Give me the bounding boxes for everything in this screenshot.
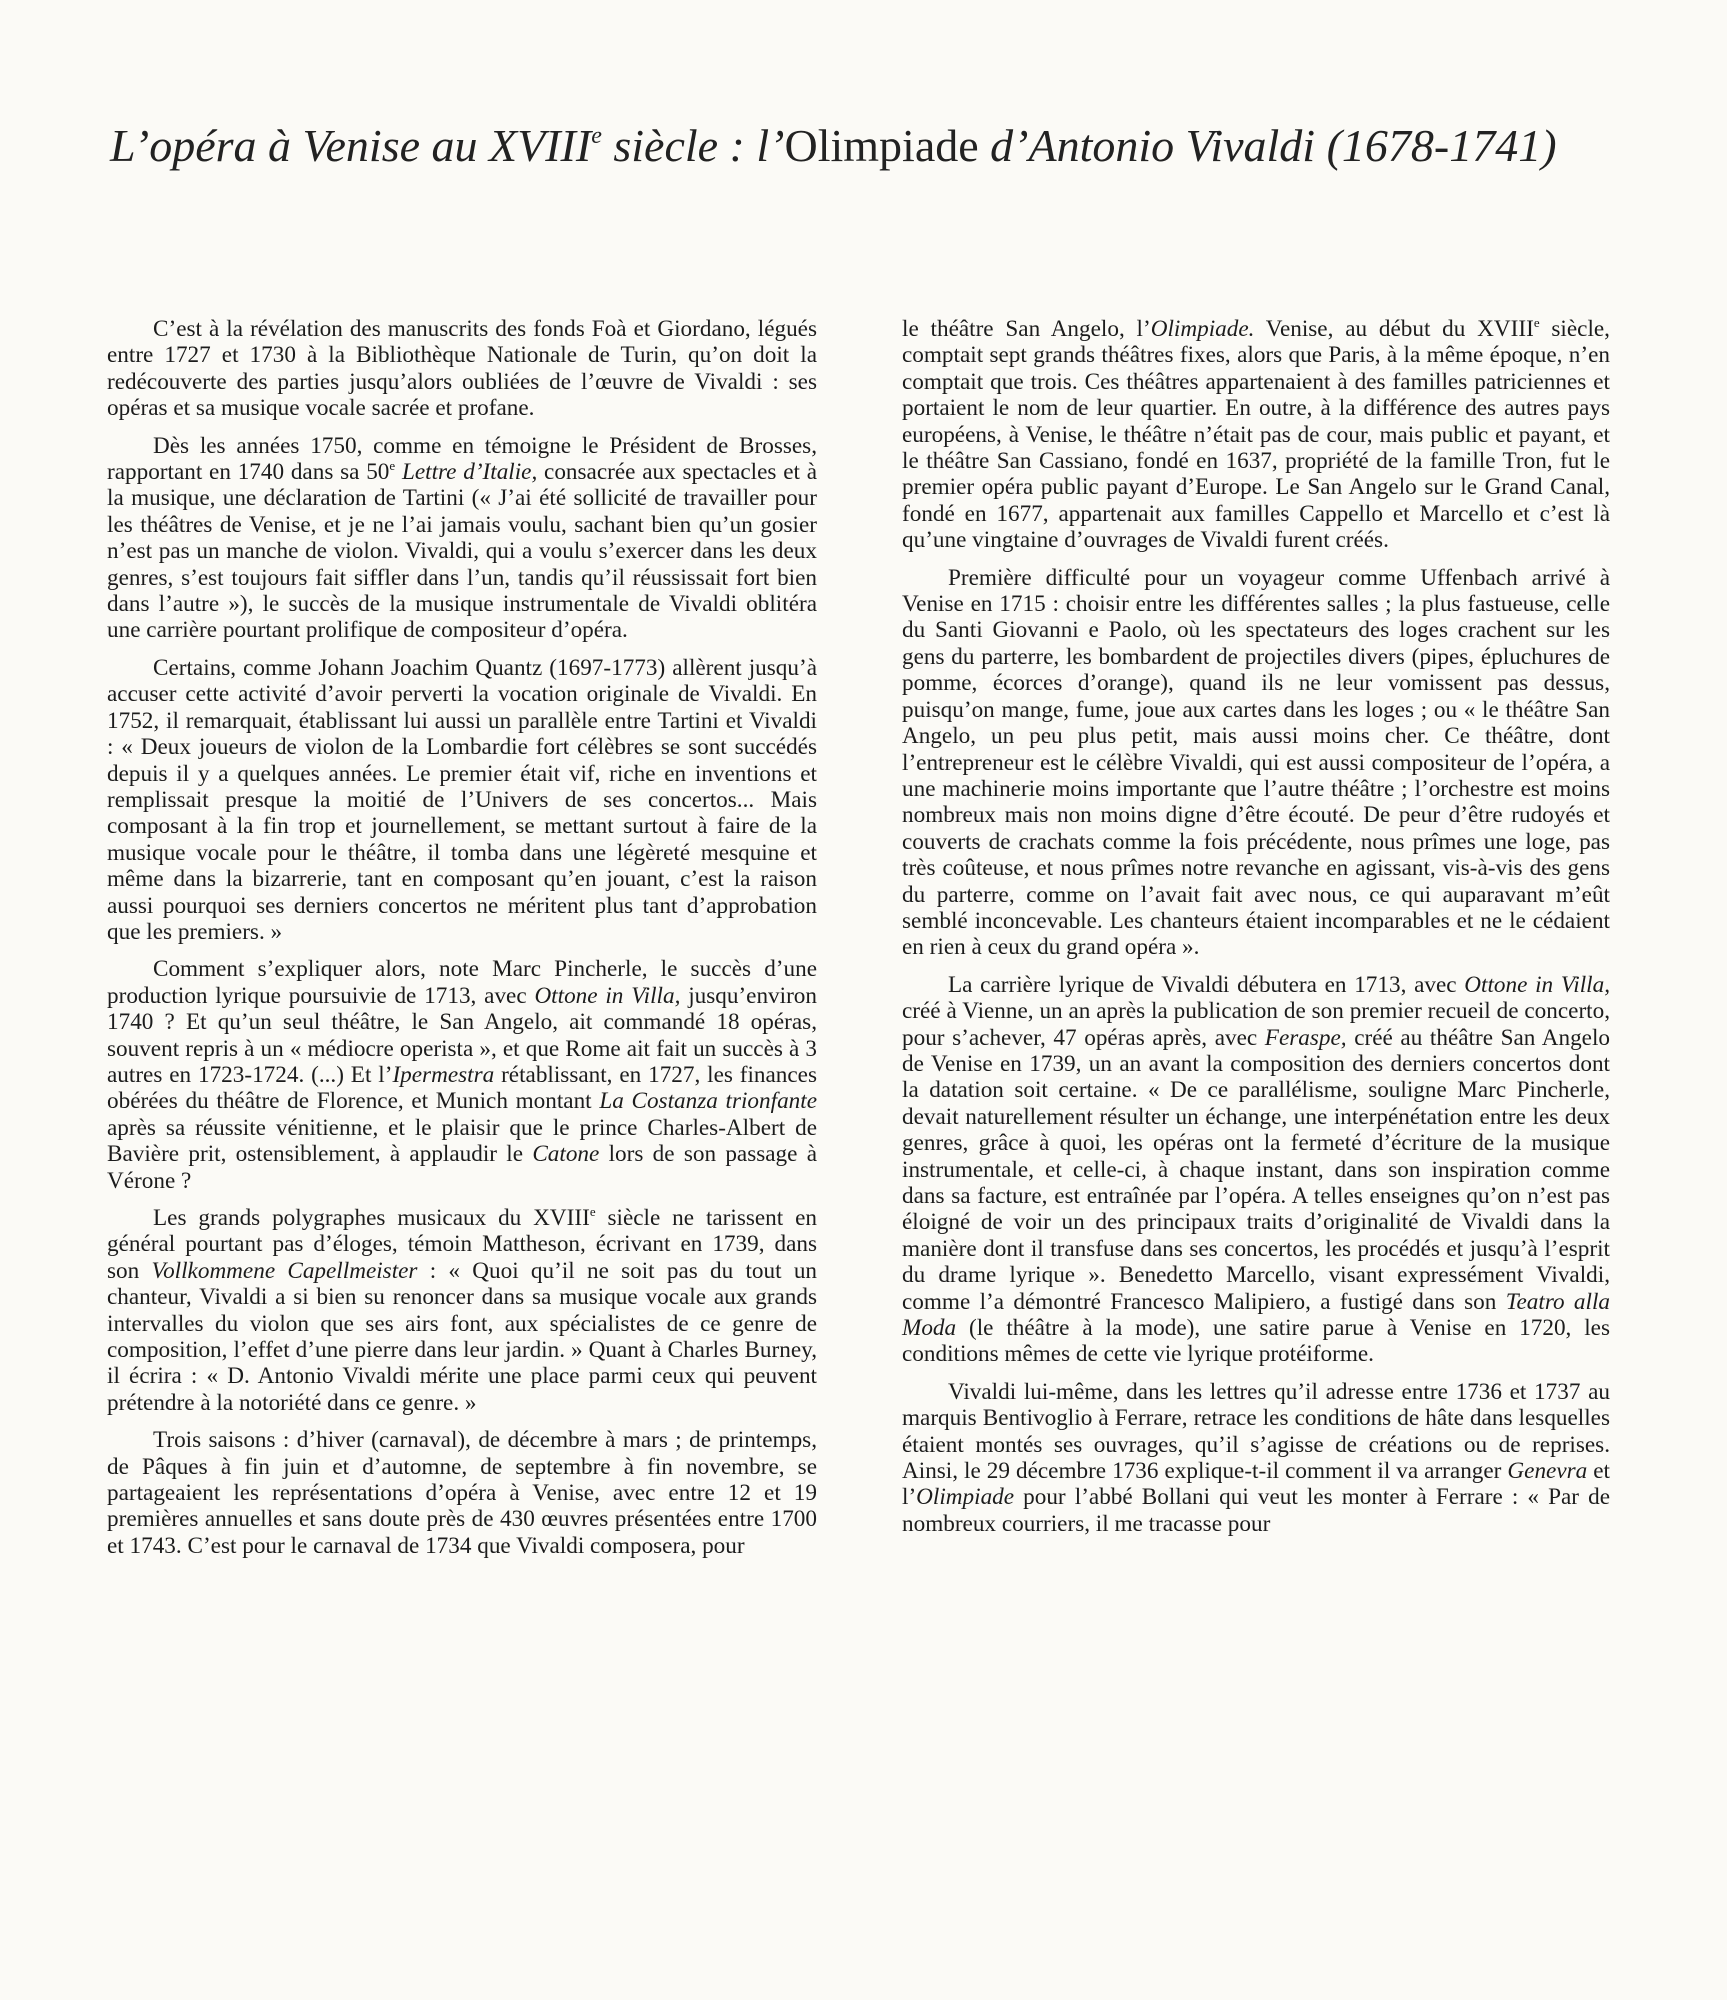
text-run: siècle ne tarissent en général pourtant pas d’éloges, témoin Mattheson, écrivant en 1739, dans son (107, 1205, 817, 1284)
right-column (902, 316, 1610, 1548)
text-run: créé au théâtre San Angelo de Venise en 1739, un an avant la composition des derniers concertos dont la datation soit certaine. « De ce parallélisme, souligne Marc Pincherle, devait naturellement résulter un échange, une interpénétation entre les deux genres, grâce à quoi, les opéras ont la fermeté d’écriture de la musique instrumentale, et celle-ci, à chaque instant, dans son inspiration comme dans sa facture, est entraînée par l’opéra. A telles enseignes qu’on n’est pas éloigné de voir un des principaux traits d’originalité de Vivaldi dans la manière dont il transfuse dans ses concertos, les procédés et jusqu’à l’esprit du drame lyrique ». Benedetto Marcello, visant expressément Vivaldi, comme l’a démontré Francesco Malipiero, a fustigé dans son (902, 1024, 1610, 1315)
paragraph (902, 972, 1610, 1368)
text-run: pour l’abbé Bollani qui veut les monter à Ferrare : « Par de nombreux courriers, il me tracasse pour (902, 1484, 1610, 1537)
italic-title: Teatro alla Moda (902, 1288, 1610, 1342)
italic-title: Olimpiade. (1150, 316, 1255, 342)
text-run: Comment s’expliquer alors, note Marc Pincherle, le succès d’une production lyrique poursuivie de 1713, avec (107, 956, 817, 1009)
paragraph (107, 433, 817, 644)
paragraph: Première difficulté pour un voyageur comme Uffenbach arrivé à Venise en 1715 : choisir entre les différentes salles ; la plus fastueuse, celle du Santi Giovanni e Paolo, où les spectateurs des loges crachent sur les gens du parterre, les bombardent de projectiles divers (pipes, épluchures de pomme, écorces d’orange), quand ils ne leur vomissent pas dessus, puisqu’on mange, fume, joue aux cartes dans les loges ; ou « le théâtre San Angelo, un peu plus petit, mais aussi moins cher. Ce théâtre, dont l’entrepreneur est le célèbre Vivaldi, qui est aussi compositeur de l’opéra, a une machinerie moins importante que l’autre théâtre ; l’orchestre est moins nombreux mais non moins digne d’être écouté. De peur d’être rudoyés et couverts de crachats comme la fois précédente, nous prîmes une loge, pas très coûteuse, et nous prîmes notre revanche en agissant, vis-à-vis des gens du parterre, comme on l’avait fait avec nous, ce qui auparavant m’eût semblé inconcevable. Les chanteurs étaient incomparables et ne le cédaient en rien à ceux du grand opéra ». (902, 564, 1610, 961)
italic-title: Vollkommene Capellmeister (151, 1257, 418, 1284)
superscript: e (389, 458, 396, 474)
text-run: jusqu’environ 1740 ? Et qu’un seul théâtre, le San Angelo, ait commandé 18 opéras, souvent repris à un « médiocre operista », et que Rome ait fait un succès à 3 autres en 1723-1724. (...) Et l’ (107, 982, 817, 1088)
italic-title: Ipermestra (392, 1061, 495, 1088)
text-run: (le théâtre à la mode), une satire parue à Venise en 1720, les conditions mêmes de cette vie lyrique protéiforme. (902, 1315, 1610, 1368)
text-run: et l’ (902, 1458, 1610, 1511)
text-run: après sa réussite vénitienne, et le plaisir que le prince Charles-Albert de Bavière prit, ostensiblement, à applaudir le (107, 1114, 817, 1168)
title-text: L’opéra à Venise au XVIII (110, 120, 592, 171)
paragraph: Certains, comme Johann Joachim Quantz (1697-1773) allèrent jusqu’à accuser cette activité d’avoir perverti la vocation originale de Vivaldi. En 1752, il remarquait, établissant lui aussi un parallèle entre Tartini et Vivaldi : « Deux joueurs de violon de la Lombardie fort célèbres se sont succédés depuis il y a quelques années. Le premier était vif, riche en inventions et remplissait presque la moitié de l’Univers de ses concertos... Mais composant à la fin trop et journellement, se mettant surtout à faire de la musique vocale pour le théâtre, il tomba dans une légèreté mesquine et même dans la bizarrerie, tant en composant qu’en jouant, c’est la raison aussi pourquoi ses derniers concertos ne méritent plus tant d’approbation que les premiers. » (107, 654, 817, 945)
text-run: : « Quoi qu’il ne soit pas du tout un chanteur, Vivaldi a si bien su renoncer dans sa musique vocale aux grands intervalles du violon que ses airs font, aux spécialistes de ce genre de composition, l’effet d’une pierre dans leur jardin. » Quant à Charles Burney, il écrira : « D. Antonio Vivaldi mérite une place parmi ceux qui peuvent prétendre à la notoriété dans ce genre. » (107, 1257, 818, 1416)
text-run: Dès les années 1750, comme en témoigne le Président de Brosses, rapportant en 1740 dans sa 50 (107, 432, 817, 486)
superscript: e (1533, 315, 1540, 330)
text-run: siècle, comptait sept grands théâtres fixes, alors que Paris, à la même époque, n’en comptait que trois. Ces théâtres appartenaient à des familles patriciennes et portaient le nom de leur quartier. En outre, à la différence des autres pays européens, à Venise, le théâtre n’était pas de cour, mais public et payant, et le théâtre San Cassiano, fondé en 1637, propriété de la famille Tron, fut le premier opéra public payant d’Europe. Le San Angelo sur le Grand Canal, fondé en 1677, appartenait aux familles Cappello et Marcello et c’est là qu’une vingtaine d’ouvrages de Vivaldi furent créés. (902, 316, 1610, 554)
italic-title: Lettre d’Italie, (401, 459, 538, 486)
title-text: siècle : l’ (601, 120, 785, 171)
italic-title: Genevra (1507, 1458, 1588, 1485)
title-work-name: Olimpiade (784, 120, 979, 171)
text-run: le théâtre San Angelo, l’ (902, 316, 1151, 342)
title-superscript: e (591, 123, 602, 149)
text-run: rétablissant, en 1727, les finances obérées du théâtre de Florence, et Munich montant (107, 1061, 818, 1115)
page-title (110, 116, 1630, 176)
italic-title: La Costanza trionfante (599, 1088, 817, 1115)
text-run: La carrière lyrique de Vivaldi débutera en 1713, avec (948, 971, 1465, 998)
paragraph (902, 1379, 1610, 1537)
paragraph: C’est à la révélation des manuscrits des fonds Foà et Giordano, légués entre 1727 et 1730 à la Bibliothèque Nationale de Turin, qu’on doit la redécouverte des parties jusqu’alors oubliées de l’œuvre de Vivaldi : ses opéras et sa musique vocale sacrée et profane. (107, 316, 817, 422)
italic-title: Ottone in Villa, (1464, 971, 1610, 998)
left-column (107, 316, 817, 1570)
title-text: d’Antonio Vivaldi (1678-1741) (978, 120, 1557, 171)
paragraph (107, 956, 817, 1194)
text-run: lors de son passage à Vérone ? (107, 1141, 818, 1194)
text-run: Vivaldi lui-même, dans les lettres qu’il adresse entre 1736 et 1737 au marquis Bentivoglio à Ferrare, retrace les conditions de hâte dans lesquelles étaient montés ses ouvrages, qu’il s’agisse de créations ou de reprises. Ainsi, le 29 décembre 1736 explique-t-il comment il va arranger (902, 1378, 1610, 1485)
superscript: e (589, 1204, 596, 1219)
text-run: Les grands polygraphes musicaux du XVIII (153, 1205, 590, 1231)
text-run: consacrée aux spectacles et à la musique, une déclaration de Tartini (« J’ai été sollicité de travailler pour les théâtres de Venise, et je ne l’ai jamais voulu, sachant bien qu’un gosier n’est pas un manche de violon. Vivaldi, qui a voulu s’exercer dans les deux genres, s’est toujours fait siffler dans l’un, tandis qu’il réussissait fort bien dans l’autre »), le succès de la musique instrumentale de Vivaldi oblitéra une carrière pourtant prolifique de compositeur d’opéra. (107, 459, 817, 644)
text-run: Venise, au début du XVIII (1254, 316, 1534, 342)
paragraph (107, 1205, 817, 1416)
text-run: créé à Vienne, un an après la publication de son premier recueil de concerto, pour s’achever, 47 opéras après, avec (902, 998, 1610, 1051)
italic-title: Catone (532, 1141, 600, 1168)
paragraph: Trois saisons : d’hiver (carnaval), de décembre à mars ; de printemps, de Pâques à fin juin et d’automne, de septembre à fin novembre, se partageaient les représentations d’opéra à Venise, avec entre 12 et 19 premières annuelles et sans doute près de 430 œuvres présentées entre 1700 et 1743. C’est pour le carnaval de 1734 que Vivaldi composera, pour (107, 1427, 817, 1559)
paragraph (902, 316, 1610, 554)
italic-title: Ottone in Villa, (534, 982, 681, 1009)
italic-title: Olimpiade (916, 1484, 1015, 1511)
italic-title: Feraspe, (1264, 1024, 1347, 1051)
